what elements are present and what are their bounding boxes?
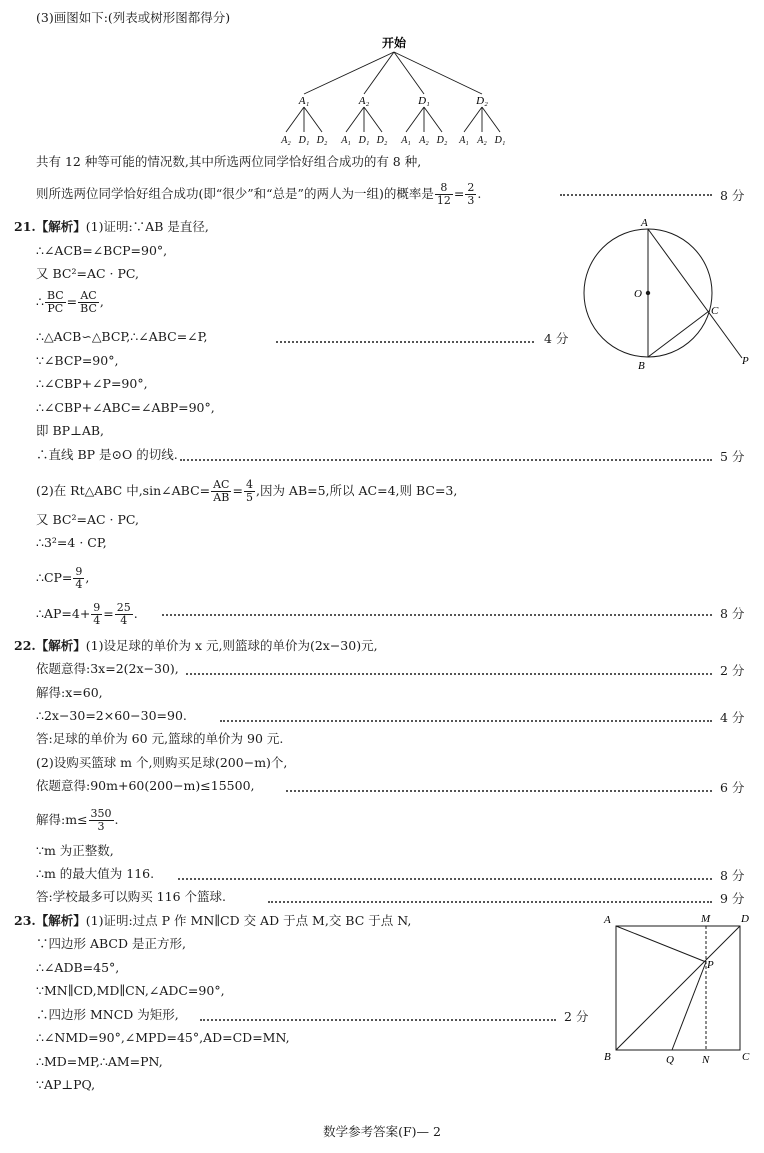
q21-score-3: 8 分 xyxy=(720,606,745,621)
tree-node-level2: D₁ xyxy=(494,135,506,146)
tree-node-level2: D₁ xyxy=(358,135,370,146)
q23-line-3: ∴∠ADB=45°, xyxy=(36,960,120,975)
fig2-label-N: N xyxy=(702,1054,710,1066)
q21-line-15: ∴AP=4+ $\frac{9}{4}$ = $\frac{25}{4}$ . xyxy=(36,601,138,627)
fig2-label-A: A xyxy=(604,914,611,926)
q22-score-3: 6 分 xyxy=(720,780,745,795)
q21-leader-dots-1 xyxy=(276,341,534,343)
fig1-label-O: O xyxy=(634,288,642,300)
q22-line-5: 答:足球的单价为 60 元,篮球的单价为 90 元. xyxy=(36,731,284,746)
q20-line-2: 则所选两位同学恰好组合成功(即“很少”和“总是”的两人为一组)的概率是 $\frac{8}{12}$ = $\frac{2}{3}$ . xyxy=(36,181,482,207)
q21-line-3: 又 BC²=AC · PC, xyxy=(36,266,139,281)
fig2-label-D: D xyxy=(741,913,749,925)
square-geometry-figure xyxy=(598,906,758,1066)
tree-node-level2: A₁ xyxy=(401,135,411,146)
q22-leader-dots-5 xyxy=(268,901,712,903)
section-3-intro: (3)画图如下:(列表或树形图都得分) xyxy=(36,10,231,25)
q22-line-8: 解得:m≤ $\frac{350}{3}$ . xyxy=(36,807,119,833)
q22-line-4: ∴2x−30=2×60−30=90. xyxy=(36,708,187,723)
fig2-label-B: B xyxy=(604,1051,611,1063)
q21-header: 21.【解析】(1)证明:∵AB 是直径, xyxy=(14,219,209,234)
q23-line-2: ∵四边形 ABCD 是正方形, xyxy=(36,936,186,951)
q21-line-4: ∴ $\frac{BC}{PC}$ = $\frac{AC}{BC}$ , xyxy=(36,289,104,315)
q22-header: 22.【解析】(1)设足球的单价为 x 元,则篮球的单价为(2x−30)元, xyxy=(14,638,378,653)
q23-leader-dots-1 xyxy=(200,1019,556,1021)
tree-node-level1: D₂ xyxy=(476,95,488,107)
q23-line-5: ∴四边形 MNCD 为矩形, xyxy=(36,1007,179,1022)
q21-line-10: ∴直线 BP 是⊙O 的切线. xyxy=(36,447,178,462)
tree-root-label: 开始 xyxy=(381,36,407,50)
q22-leader-dots-1 xyxy=(186,673,712,675)
q21-line-2: ∴∠ACB=∠BCP=90°, xyxy=(36,243,168,258)
fig2-label-Q: Q xyxy=(666,1054,674,1066)
fig1-label-A: A xyxy=(641,217,648,229)
fig1-label-B: B xyxy=(638,360,645,372)
q21-line-14: ∴CP= $\frac{9}{4}$ , xyxy=(36,565,90,591)
q20-line-1: 共有 12 种等可能的情况数,其中所选两位同学恰好组合成功的有 8 种, xyxy=(36,154,422,169)
tree-node-level1: D₁ xyxy=(418,95,430,107)
q22-leader-dots-2 xyxy=(220,720,712,722)
tree-node-level2: A₂ xyxy=(419,135,429,146)
q23-score-1: 2 分 xyxy=(564,1009,589,1024)
q22-line-11: 答:学校最多可以购买 116 个篮球. xyxy=(36,889,226,904)
q22-score-5: 9 分 xyxy=(720,891,745,906)
q22-line-2: 依题意得:3x=2(2x−30), xyxy=(36,661,179,676)
probability-tree-diagram xyxy=(270,32,520,150)
q22-line-3: 解得:x=60, xyxy=(36,685,103,700)
fig1-label-P: P xyxy=(742,355,749,367)
q21-score-2: 5 分 xyxy=(720,449,745,464)
tree-node-level1: A₂ xyxy=(358,95,370,107)
tree-node-level2: A₂ xyxy=(477,135,487,146)
tree-node-level2: D₁ xyxy=(298,135,310,146)
q23-line-7: ∴MD=MP,∴AM=PN, xyxy=(36,1054,163,1069)
q22-line-7: 依题意得:90m+60(200−m)≤15500, xyxy=(36,778,255,793)
fig2-label-M: M xyxy=(701,913,711,925)
q21-line-12: 又 BC²=AC · PC, xyxy=(36,512,139,527)
circle-tangent-figure xyxy=(578,214,758,376)
q21-line-9: 即 BP⊥AB, xyxy=(36,423,105,438)
q21-score-1: 4 分 xyxy=(544,331,569,346)
q20-score: 8 分 xyxy=(720,188,745,203)
q21-line-11: (2)在 Rt△ABC 中,sin∠ABC= $\frac{AC}{AB}$ = $\frac{4}{5}$ ,因为 AB=5,所以 AC=4,则 BC=3, xyxy=(36,478,458,504)
tree-node-level2: D₂ xyxy=(376,135,388,146)
fig2-label-P: P xyxy=(707,959,714,971)
tree-node-level2: D₂ xyxy=(316,135,328,146)
q22-leader-dots-3 xyxy=(286,790,712,792)
q23-line-4: ∵MN∥CD,MD∥CN,∠ADC=90°, xyxy=(36,983,225,998)
q22-line-9: ∵m 为正整数, xyxy=(36,843,114,858)
q20-leader-dots xyxy=(560,194,712,196)
q22-score-4: 8 分 xyxy=(720,868,745,883)
tree-node-level2: A₂ xyxy=(281,135,291,146)
tree-node-level2: A₁ xyxy=(459,135,469,146)
q21-line-6: ∵∠BCP=90°, xyxy=(36,353,119,368)
q21-line-8: ∴∠CBP+∠ABC=∠ABP=90°, xyxy=(36,400,215,415)
q23-header: 23.【解析】(1)证明:过点 P 作 MN∥CD 交 AD 于点 M,交 BC 于点 N, xyxy=(14,913,412,928)
q21-line-5: ∴△ACB∽△BCP,∴∠ABC=∠P, xyxy=(36,329,208,344)
fig2-label-C: C xyxy=(742,1051,750,1063)
q21-line-13: ∴3²=4 · CP, xyxy=(36,535,107,550)
tree-node-level1: A₁ xyxy=(298,95,310,107)
page-footer: 数学参考答案(F)— 2 xyxy=(323,1124,441,1139)
q21-leader-dots-3 xyxy=(162,614,712,616)
q21-line-7: ∴∠CBP+∠P=90°, xyxy=(36,376,148,391)
fig1-label-C: C xyxy=(711,305,719,317)
q22-leader-dots-4 xyxy=(178,878,712,880)
q22-line-6: (2)设购买篮球 m 个,则购买足球(200−m)个, xyxy=(36,755,288,770)
q23-line-6: ∴∠NMD=90°,∠MPD=45°,AD=CD=MN, xyxy=(36,1030,290,1045)
q23-line-8: ∵AP⊥PQ, xyxy=(36,1077,96,1092)
q21-leader-dots-2 xyxy=(180,459,712,461)
tree-node-level2: D₂ xyxy=(436,135,448,146)
q22-score-1: 2 分 xyxy=(720,663,745,678)
q22-score-2: 4 分 xyxy=(720,710,745,725)
q22-line-10: ∴m 的最大值为 116. xyxy=(36,866,155,881)
tree-node-level2: A₁ xyxy=(341,135,351,146)
